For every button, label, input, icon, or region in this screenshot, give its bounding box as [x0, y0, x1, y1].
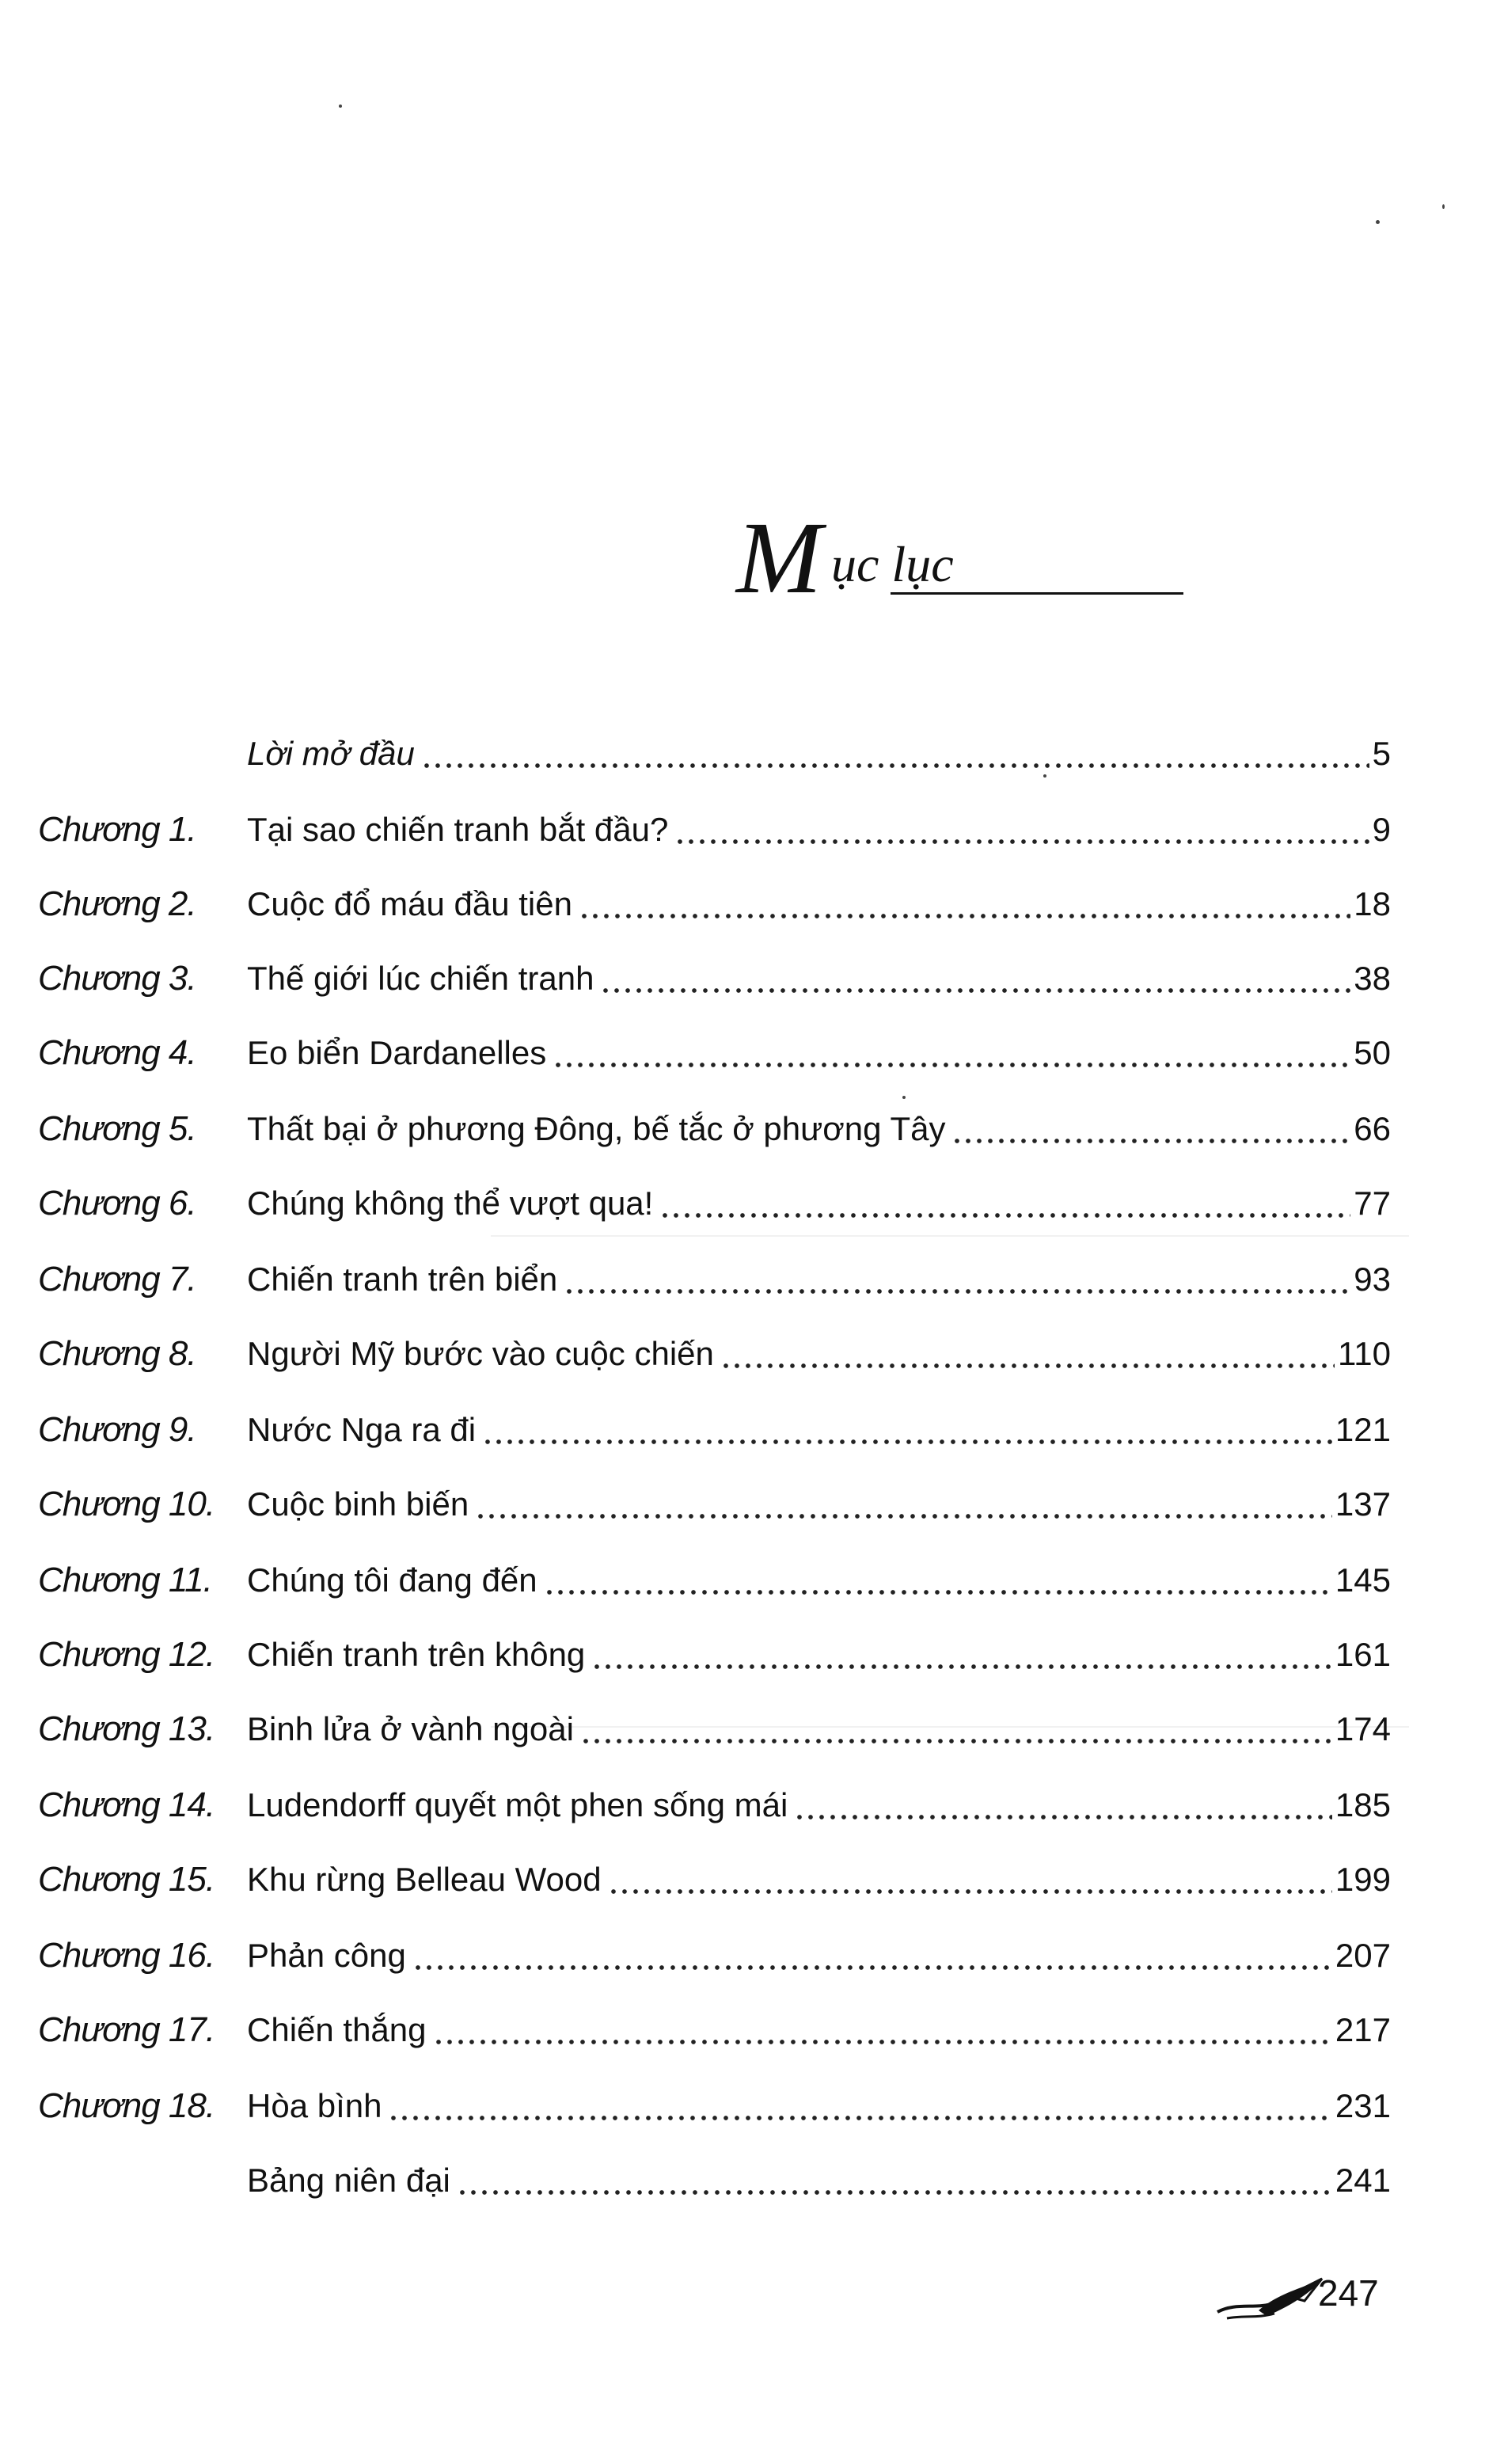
- toc-entry: [0, 1327, 1504, 1382]
- entry-title: Lời mở đầu: [247, 735, 415, 772]
- paper-speck: [1442, 204, 1445, 209]
- page-title: [736, 501, 1243, 618]
- entry-title: Cuộc đổ máu đầu tiên: [247, 885, 572, 922]
- chapter-label: Chương 5.: [38, 1109, 196, 1148]
- page-number: 50: [1354, 1034, 1391, 1071]
- page-number: 217: [1335, 2011, 1391, 2048]
- page-number: 93: [1354, 1261, 1391, 1298]
- page-number-folio: 247: [1318, 2272, 1379, 2314]
- toc-entry: [0, 2079, 1504, 2135]
- dot-leader: [564, 1287, 1350, 1295]
- entry-title: Chúng không thể vượt qua!: [247, 1184, 654, 1222]
- entry-title: Người Mỹ bước vào cuộc chiến: [247, 1335, 714, 1372]
- page-number: 185: [1335, 1786, 1391, 1823]
- toc-entry: [0, 1253, 1504, 1308]
- toc-entry: [0, 2003, 1504, 2059]
- entry-title: Khu rừng Belleau Wood: [247, 1861, 602, 1898]
- page-number: 231: [1335, 2087, 1391, 2124]
- chapter-label: Chương 15.: [38, 1860, 215, 1899]
- toc-entry: [0, 1702, 1504, 1758]
- entry-title: Thất bại ở phương Đông, bế tắc ở phương Tây: [247, 1110, 946, 1147]
- chapter-label: Chương 12.: [38, 1635, 215, 1674]
- title-underline: [891, 592, 1183, 595]
- dot-leader: [553, 1061, 1350, 1069]
- dot-leader: [674, 838, 1369, 846]
- toc-entry: [0, 727, 1504, 782]
- chapter-label: Chương 11.: [38, 1561, 212, 1599]
- page-folio: [1211, 2264, 1417, 2328]
- dot-leader: [720, 1362, 1335, 1370]
- entry-title: Tại sao chiến tranh bắt đầu?: [247, 811, 669, 848]
- dot-leader: [482, 1438, 1332, 1446]
- dot-leader: [544, 1588, 1332, 1596]
- dot-leader: [579, 912, 1350, 920]
- toc-entry: [0, 952, 1504, 1007]
- chapter-label: Chương 13.: [38, 1709, 215, 1748]
- chapter-label: Chương 10.: [38, 1485, 215, 1523]
- chapter-label: Chương 14.: [38, 1785, 215, 1824]
- page-number: 38: [1354, 960, 1391, 997]
- page-number: 137: [1335, 1485, 1391, 1523]
- chapter-label: Chương 6.: [38, 1184, 196, 1222]
- toc-entry: [0, 1102, 1504, 1158]
- dot-leader: [433, 2038, 1332, 2046]
- show-through-shadow: [491, 1235, 1409, 1237]
- toc-entry: [0, 1778, 1504, 1834]
- dot-leader: [659, 1211, 1350, 1219]
- toc-entry: [0, 1403, 1504, 1458]
- toc-entry: [0, 1026, 1504, 1082]
- dot-leader: [388, 2114, 1331, 2122]
- dot-leader: [412, 1964, 1332, 1972]
- page-number: 66: [1354, 1110, 1391, 1147]
- toc-entry: [0, 1477, 1504, 1533]
- toc-entry: [0, 1553, 1504, 1609]
- page-number: 110: [1338, 1335, 1391, 1372]
- title-initial: M: [736, 501, 822, 615]
- entry-title: Chiến thắng: [247, 2011, 427, 2048]
- entry-title: Bảng niên đại: [247, 2162, 450, 2199]
- entry-title: Nước Nga ra đi: [247, 1411, 477, 1448]
- dot-leader: [457, 2188, 1332, 2196]
- toc-entry: [0, 2154, 1504, 2209]
- dot-leader: [421, 762, 1369, 770]
- entry-title: Chiến tranh trên không: [247, 1636, 586, 1673]
- chapter-label: Chương 7.: [38, 1260, 196, 1299]
- chapter-label: Chương 2.: [38, 884, 196, 923]
- entry-title: Cuộc binh biến: [247, 1485, 469, 1523]
- entry-title: Phản công: [247, 1937, 406, 1974]
- entry-title: Chiến tranh trên biển: [247, 1261, 558, 1298]
- chapter-label: Chương 8.: [38, 1334, 196, 1373]
- entry-title: Hòa bình: [247, 2087, 382, 2124]
- page-number: 161: [1335, 1636, 1391, 1673]
- page-number: 121: [1335, 1411, 1391, 1448]
- toc-entry: [0, 1177, 1504, 1232]
- dot-leader: [475, 1512, 1332, 1520]
- chapter-label: Chương 16.: [38, 1936, 215, 1975]
- entry-title: Chúng tôi đang đến: [247, 1561, 537, 1599]
- chapter-label: Chương 4.: [38, 1033, 196, 1072]
- paper-speck: [902, 1096, 906, 1099]
- title-text: ục lục: [831, 536, 954, 592]
- dot-leader: [794, 1813, 1332, 1821]
- dot-leader: [591, 1663, 1332, 1671]
- toc-entry: [0, 877, 1504, 933]
- chapter-label: Chương 9.: [38, 1410, 196, 1449]
- chapter-label: Chương 3.: [38, 959, 196, 998]
- page-number: 199: [1335, 1861, 1391, 1898]
- paper-speck: [339, 105, 342, 108]
- page-number: 174: [1335, 1710, 1391, 1747]
- dot-leader: [608, 1888, 1332, 1896]
- entry-title: Thế giới lúc chiến tranh: [247, 960, 594, 997]
- chapter-label: Chương 18.: [38, 2086, 215, 2125]
- toc-entry: [0, 1929, 1504, 1984]
- dot-leader: [580, 1737, 1332, 1745]
- entry-title: Ludendorff quyết một phen sống mái: [247, 1786, 788, 1823]
- page-number: 145: [1335, 1561, 1391, 1599]
- entry-title: Eo biển Dardanelles: [247, 1034, 547, 1071]
- toc-entry: [0, 1628, 1504, 1683]
- chapter-label: Chương 1.: [38, 810, 196, 849]
- chapter-label: Chương 17.: [38, 2010, 215, 2049]
- page-number: 207: [1335, 1937, 1391, 1974]
- page-number: 18: [1354, 885, 1391, 922]
- page-number: 5: [1372, 735, 1391, 772]
- toc-entry: [0, 1853, 1504, 1908]
- quill-ornament-icon: [1211, 2272, 1330, 2328]
- page-number: 241: [1335, 2162, 1391, 2199]
- entry-title: Binh lửa ở vành ngoài: [247, 1710, 574, 1747]
- toc-entry: [0, 803, 1504, 858]
- paper-speck: [1376, 220, 1380, 224]
- page-number: 77: [1354, 1184, 1391, 1222]
- page-number: 9: [1372, 811, 1391, 848]
- dot-leader: [600, 987, 1350, 994]
- dot-leader: [951, 1137, 1350, 1145]
